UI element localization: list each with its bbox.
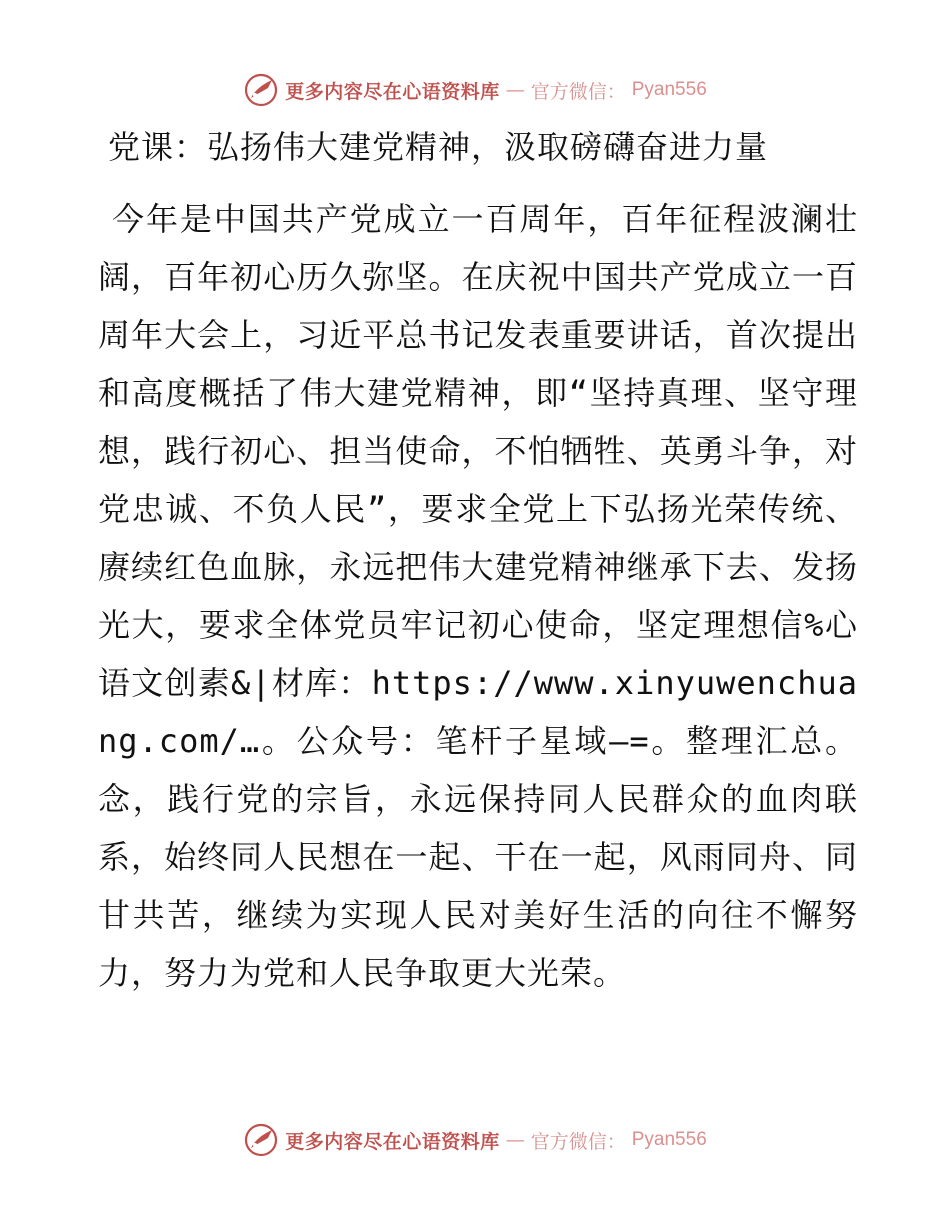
footer-watermark-banner xyxy=(0,1118,950,1162)
header-watermark-banner xyxy=(0,68,950,112)
document-body-paragraph: 今年是中国共产党成立一百周年，百年征程波澜壮阔，百年初心历久弥坚。在庆祝中国共产党成立一百周年大会上，习近平总书记发表重要讲话，首次提出和高度概括了伟大建党精神，即“坚持真理、坚守理想，践行初心、担当使命，不怕牺牲、英勇斗争，对党忠诚、不负人民”，要求全党上下弘扬光荣传统、赓续红色血脉，永远把伟大建党精神继承下去、发扬光大，要求全体党员牢记初心使命，坚定理想信%心语文创素&|材库：https://www.xinyuwenchuang.com/…。公众号：笔杆子星域—=。整理汇总。念，践行党的宗旨，永远保持同人民群众的血肉联系，始终同人民想在一起、干在一起，风雨同舟、同甘共苦，继续为实现人民对美好生活的向往不懈努力，努力为党和人民争取更大光荣。 xyxy=(98,200,858,992)
watermark-text: 更多内容尽在心语资料库 xyxy=(285,80,500,103)
watermark-official-label: 官方微信： xyxy=(530,1130,626,1153)
watermark-wechat-id: Pyan556 xyxy=(631,1129,707,1150)
document-title: 党课：弘扬伟大建党精神，汲取磅礴奋进力量 xyxy=(108,128,769,166)
watermark-separator: — xyxy=(505,1129,525,1151)
watermark-official-label: 官方微信： xyxy=(530,80,626,103)
watermark-separator: — xyxy=(505,79,525,101)
ink-pen-logo-icon xyxy=(243,72,279,108)
watermark-wechat-id: Pyan556 xyxy=(631,79,707,100)
watermark-text: 更多内容尽在心语资料库 xyxy=(285,1130,500,1153)
ink-pen-logo-icon xyxy=(243,1122,279,1158)
